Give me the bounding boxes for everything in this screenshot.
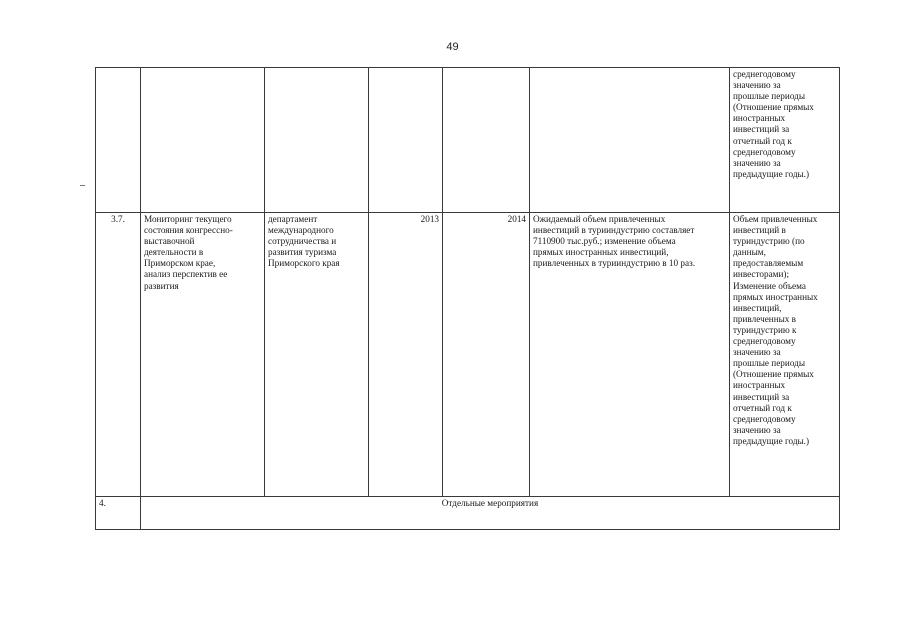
cell-number: [96, 68, 141, 213]
text-line: прошлые периоды: [733, 91, 805, 102]
text-line: состояния конгрессно-: [144, 225, 233, 236]
text-line: привлеченных в турииндустрию в 10 раз.: [533, 258, 696, 269]
text-line: отчетный год к: [733, 135, 792, 146]
end-year: 2014: [443, 213, 530, 497]
text-line: иностранных: [733, 380, 786, 391]
text-line: инвестиций за: [733, 391, 790, 402]
margin-tick-mark: [80, 185, 85, 186]
table-row-4: [96, 497, 840, 530]
text-line: инвесторами);: [733, 269, 790, 280]
text-line: Приморского края: [268, 258, 340, 269]
text-line: значению за: [733, 157, 781, 168]
text-line: предыдущие годы.): [733, 168, 810, 179]
text-line: инвестиций в: [733, 225, 786, 236]
table-row-3-7: [96, 213, 840, 497]
row-number: 4.: [96, 497, 141, 530]
text-line: 7110900 тыс.руб.; изменение объема: [533, 236, 676, 247]
page-number: 49: [446, 41, 459, 53]
text-line: департамент: [268, 214, 318, 224]
text-line: инвестиций,: [733, 302, 782, 313]
cell-activity: [141, 68, 265, 213]
cell-result: [530, 68, 730, 213]
text-line: значению за: [733, 347, 781, 358]
text-line: Изменение объема: [733, 280, 806, 291]
text-line: инвестиций за: [733, 124, 790, 135]
text-line: среднегодовому: [733, 336, 796, 347]
text-line: анализ перспектив ее: [144, 269, 228, 280]
text-line: Ожидаемый объем привлеченных: [533, 214, 666, 224]
text-line: туриндустрию к: [733, 324, 797, 335]
text-line: Объем привлеченных: [733, 214, 818, 224]
expected-result: [530, 213, 730, 497]
text-line: иностранных: [733, 113, 786, 124]
cell-end-year: [443, 68, 530, 213]
text-line: значению за: [733, 80, 781, 91]
activity-description: [141, 213, 265, 497]
text-line: отчетный год к: [733, 402, 792, 413]
text-line: прямых иностранных: [733, 291, 818, 302]
text-line: Мониторинг текущего: [144, 214, 232, 224]
text-line: развития: [144, 280, 179, 291]
text-line: среднегодовому: [733, 69, 796, 79]
cell-indicator: [730, 68, 840, 213]
text-line: значению за: [733, 424, 781, 435]
table-row-continuation: [96, 68, 840, 213]
indicator-description: [730, 213, 840, 497]
text-line: деятельности в: [144, 247, 204, 258]
text-line: прошлые периоды: [733, 358, 805, 369]
cell-start-year: [369, 68, 443, 213]
text-line: выставочной: [144, 236, 195, 247]
row-number: 3.7.: [96, 213, 141, 497]
text-line: (Отношение прямых: [733, 102, 814, 113]
executor-department: [265, 213, 369, 497]
text-line: инвестиций в турииндустрию составляет: [533, 225, 695, 236]
text-line: среднегодовому: [733, 413, 796, 424]
text-line: прямых иностранных инвестиций,: [533, 247, 669, 258]
text-line: среднегодовому: [733, 146, 796, 157]
text-line: предыдущие годы.): [733, 435, 810, 446]
start-year: 2013: [369, 213, 443, 497]
cell-executor: [265, 68, 369, 213]
text-line: предоставляемым: [733, 258, 804, 269]
text-line: данным,: [733, 247, 766, 258]
measures-table: [95, 67, 840, 530]
text-line: сотрудничества и: [268, 236, 337, 247]
text-line: туриндустрию (по: [733, 236, 805, 247]
text-line: привлеченных в: [733, 313, 797, 324]
text-line: международного: [268, 225, 334, 236]
section-title: Отдельные мероприятия: [141, 497, 840, 530]
text-line: (Отношение прямых: [733, 369, 814, 380]
text-line: Приморском крае,: [144, 258, 216, 269]
text-line: развития туризма: [268, 247, 337, 258]
